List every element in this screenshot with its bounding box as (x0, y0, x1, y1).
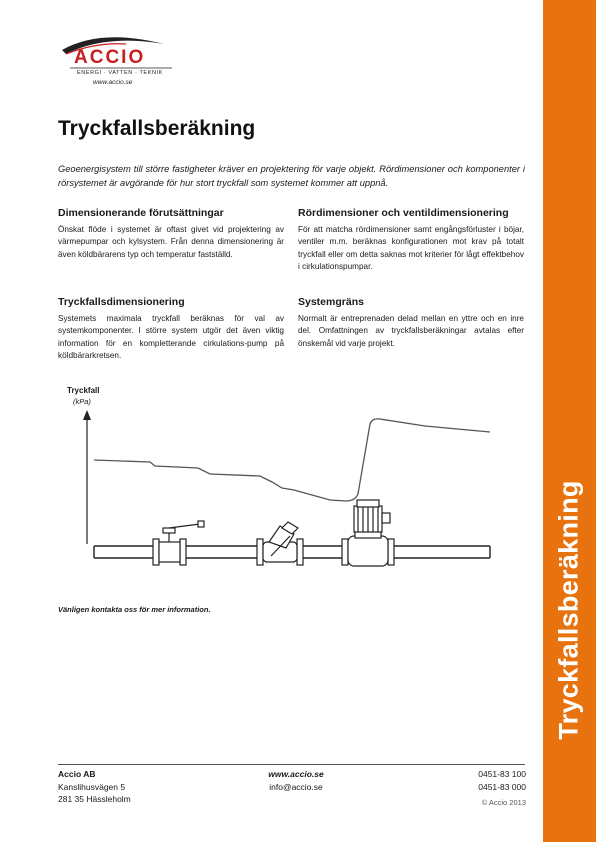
section-heading: Tryckfallsdimensionering (58, 296, 185, 308)
strainer-valve-icon (257, 522, 303, 565)
pressure-drop-diagram (50, 376, 520, 576)
footer-divider (58, 764, 525, 765)
circulation-pump-icon (342, 500, 394, 566)
email-link[interactable]: info@accio.se (269, 781, 323, 792)
section-body: Systemets maximala tryckfall beräknas för val av systemkomponenter. I större system utgör det även viktig information för en kompletterande cirkulations-pump på köldbärarkretsen. (58, 314, 284, 360)
footer-web (246, 768, 346, 793)
logo-url: www.accio.se (93, 79, 133, 86)
sidebar-title: Tryckfallsberäkning (553, 480, 584, 740)
section-body: Normalt är entreprenaden delad mellan en yttre och en inre del. Omfattningen av tryckfallsberäkningar avtalas efter önskemål vid varje projekt. (298, 314, 524, 348)
page-title: Tryckfallsberäkning (58, 117, 256, 140)
section-pressure-drop (58, 296, 284, 362)
copyright: © Accio 2013 (481, 798, 526, 807)
section-heading: Rördimensioner och ventildimensionering (298, 207, 509, 219)
pressure-curve (94, 419, 490, 501)
fax-number: 0451-83 000 (478, 781, 526, 792)
section-body: För att matcha rördimensioner samt engångsförluster i böjar, ventiler m.m. beräknas konfigurationen mot krav på totalt tryckfall eller om detta saknas mot kriterier för lågt effektbehov i cirkulationspumpar. (298, 225, 524, 271)
y-axis-arrow-icon (83, 410, 91, 420)
footer-address (58, 768, 131, 806)
logo-brand: ACCIO (74, 47, 146, 68)
accio-logo (56, 30, 176, 100)
section-heading: Dimensionerande förutsättningar (58, 207, 224, 219)
logo-tagline: ENERGI · VATTEN · TEKNIK (77, 70, 163, 76)
axis-title: Tryckfall (67, 386, 100, 395)
phone-number: 0451-83 100 (478, 769, 526, 779)
street-address: Kanslihusvägen 5 (58, 781, 126, 792)
city-address: 281 35 Hässleholm (58, 794, 131, 804)
section-pipe-dimensions (298, 207, 524, 273)
section-heading: Systemgräns (298, 296, 364, 308)
section-body: Önskat flöde i systemet är oftast givet vid projektering av värmepumpar och kylsystem. Från denna dimensionering är även köldbärarens typ och temperatur fastställd. (58, 225, 284, 259)
website-link[interactable]: www.accio.se (268, 769, 324, 779)
contact-note: Vänligen kontakta oss för mer information. (58, 605, 211, 614)
intro-text: Geoenergisystem till större fastigheter kräver en projektering för varje objekt. Rördimensioner och komponenter i rörsystemet är avgörande för hur stort tryckfall som systemet kommer att uppnå. (58, 164, 525, 188)
section-dimensioning (58, 207, 284, 261)
section-system-boundary (298, 296, 524, 350)
axis-unit: (kPa) (73, 397, 91, 406)
company-name: Accio AB (58, 769, 96, 779)
footer-phone (426, 768, 526, 813)
